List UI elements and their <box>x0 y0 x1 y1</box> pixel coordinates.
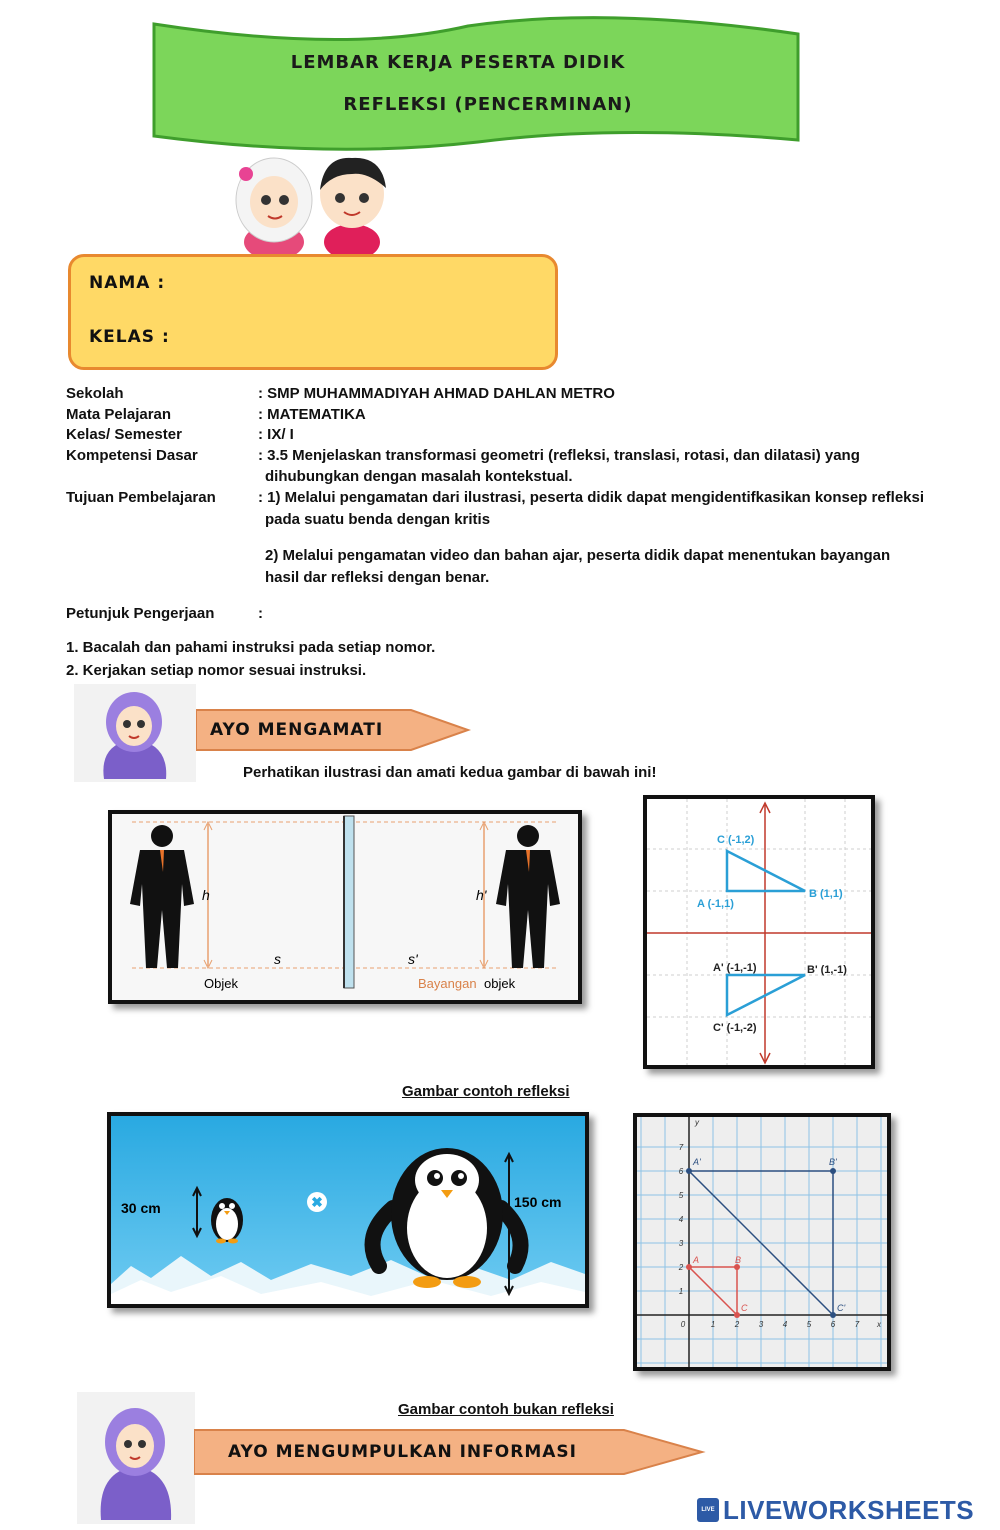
x-tick-4: 4 <box>782 1320 788 1329</box>
header-banner <box>148 14 804 154</box>
kids-illustration <box>228 150 398 256</box>
figure-mirror-men <box>108 810 582 1004</box>
y-tick-3: 3 <box>678 1239 684 1248</box>
info-value-mapel: : MATEMATIKA <box>258 406 366 423</box>
logo-text: LIVEWORKSHEETS <box>723 1495 975 1525</box>
info-value-tujuan-line2: pada suatu benda dengan kritis <box>265 511 491 528</box>
x-tick-5: 5 <box>806 1320 812 1329</box>
x-tick-2: 2 <box>734 1320 740 1329</box>
x-tick-1: 1 <box>710 1320 716 1329</box>
x-axis-label: x <box>877 1320 881 1329</box>
nama-label: NAMA : <box>89 273 166 293</box>
caption-refleksi: Gambar contoh refleksi <box>402 1083 570 1100</box>
logo-badge: LIVE <box>697 1498 719 1522</box>
y-tick-5: 5 <box>678 1191 684 1200</box>
liveworksheets-logo <box>697 1495 997 1525</box>
y-tick-1: 1 <box>678 1287 684 1296</box>
section-label-mengamati: AYO MENGAMATI <box>210 720 384 740</box>
info-key-petunjuk: Petunjuk Pengerjaan <box>66 605 215 622</box>
step-1: 1. Bacalah dan pahami instruksi pada setiap nomor. <box>66 639 436 656</box>
label-point-a: A (-1,1) <box>697 898 734 910</box>
label-grid-c-prime: C' <box>837 1303 846 1313</box>
caption-bukan-refleksi: Gambar contoh bukan refleksi <box>398 1401 614 1418</box>
y-tick-4: 4 <box>678 1215 684 1224</box>
label-bayangan-objek: objek <box>484 976 516 991</box>
banner-shape <box>148 14 804 154</box>
x-tick-3: 3 <box>758 1320 764 1329</box>
label-grid-b-prime: B' <box>829 1157 837 1167</box>
figure-penguins <box>107 1112 589 1308</box>
x-tick-7: 7 <box>854 1320 860 1329</box>
label-grid-a-prime: A' <box>693 1157 701 1167</box>
label-grid-a: A <box>693 1255 700 1265</box>
girl-mascot-2 <box>77 1392 195 1524</box>
page-title: LEMBAR KERJA PESERTA DIDIK <box>290 52 626 73</box>
label-point-c-prime: C' (-1,-2) <box>713 1022 757 1034</box>
label-h: h <box>202 887 210 903</box>
section-arrow-informasi <box>194 1428 706 1476</box>
y-tick-6: 6 <box>678 1167 684 1176</box>
x-tick-6: 6 <box>830 1320 836 1329</box>
info-value-kelas: : IX/ I <box>258 426 294 443</box>
step-2: 2. Kerjakan setiap nomor sesuai instruksi. <box>66 662 367 679</box>
label-h-prime: h' <box>476 887 487 903</box>
page-subtitle: REFLEKSI (PENCERMINAN) <box>343 94 633 115</box>
girl-mascot-1 <box>74 684 196 782</box>
section-arrow-mengamati <box>196 708 472 752</box>
y-tick-2: 2 <box>678 1263 684 1272</box>
figure-grid-nonreflection <box>633 1113 891 1371</box>
info-value-kd-line1: : 3.5 Menjelaskan transformasi geometri (refleksi, translasi, rotasi, dan dilatasi) yang <box>258 447 860 464</box>
info-key-kelas: Kelas/ Semester <box>66 426 182 443</box>
label-objek: Objek <box>204 976 238 991</box>
cross-icon: ✖ <box>311 1194 323 1210</box>
label-s: s <box>274 951 281 967</box>
label-150cm: 150 cm <box>514 1194 562 1210</box>
label-30cm: 30 cm <box>121 1200 161 1216</box>
info-block <box>0 384 1000 624</box>
info-value-tujuan-line3: 2) Melalui pengamatan video dan bahan ajar, peserta didik dapat menentukan bayangan <box>265 547 891 564</box>
info-value-tujuan-line1: : 1) Melalui pengamatan dari ilustrasi, peserta didik dapat mengidentifkasikan konsep refleksi <box>258 489 925 506</box>
label-s-prime: s' <box>408 951 418 967</box>
label-point-b: B (1,1) <box>809 888 843 900</box>
label-point-b-prime: B' (1,-1) <box>807 964 847 976</box>
info-value-kd-line2: dihubungkan dengan masalah kontekstual. <box>265 468 573 485</box>
label-point-a-prime: A' (-1,-1) <box>713 962 757 974</box>
info-value-petunjuk: : <box>258 605 263 622</box>
y-axis-label: y <box>695 1118 699 1127</box>
label-bayangan: Bayangan <box>418 976 477 991</box>
kelas-label: KELAS : <box>89 327 170 347</box>
info-value-sekolah: : SMP MUHAMMADIYAH AHMAD DAHLAN METRO <box>258 385 615 402</box>
info-value-tujuan-line4: hasil dar refleksi dengan benar. <box>265 569 490 586</box>
label-grid-b: B <box>735 1255 742 1265</box>
info-key-tujuan: Tujuan Pembelajaran <box>66 489 216 506</box>
label-point-c: C (-1,2) <box>717 834 755 846</box>
info-key-kd: Kompetensi Dasar <box>66 447 198 464</box>
observe-instruction: Perhatikan ilustrasi dan amati kedua gambar di bawah ini! <box>243 764 657 781</box>
info-key-sekolah: Sekolah <box>66 385 124 402</box>
label-grid-c: C <box>741 1303 748 1313</box>
info-key-mapel: Mata Pelajaran <box>66 406 172 423</box>
figure-triangle-reflection <box>643 795 875 1069</box>
y-tick-7: 7 <box>678 1143 684 1152</box>
x-tick-0: 0 <box>680 1320 686 1329</box>
name-box <box>68 254 558 370</box>
section-label-informasi: AYO MENGUMPULKAN INFORMASI <box>228 1442 577 1462</box>
